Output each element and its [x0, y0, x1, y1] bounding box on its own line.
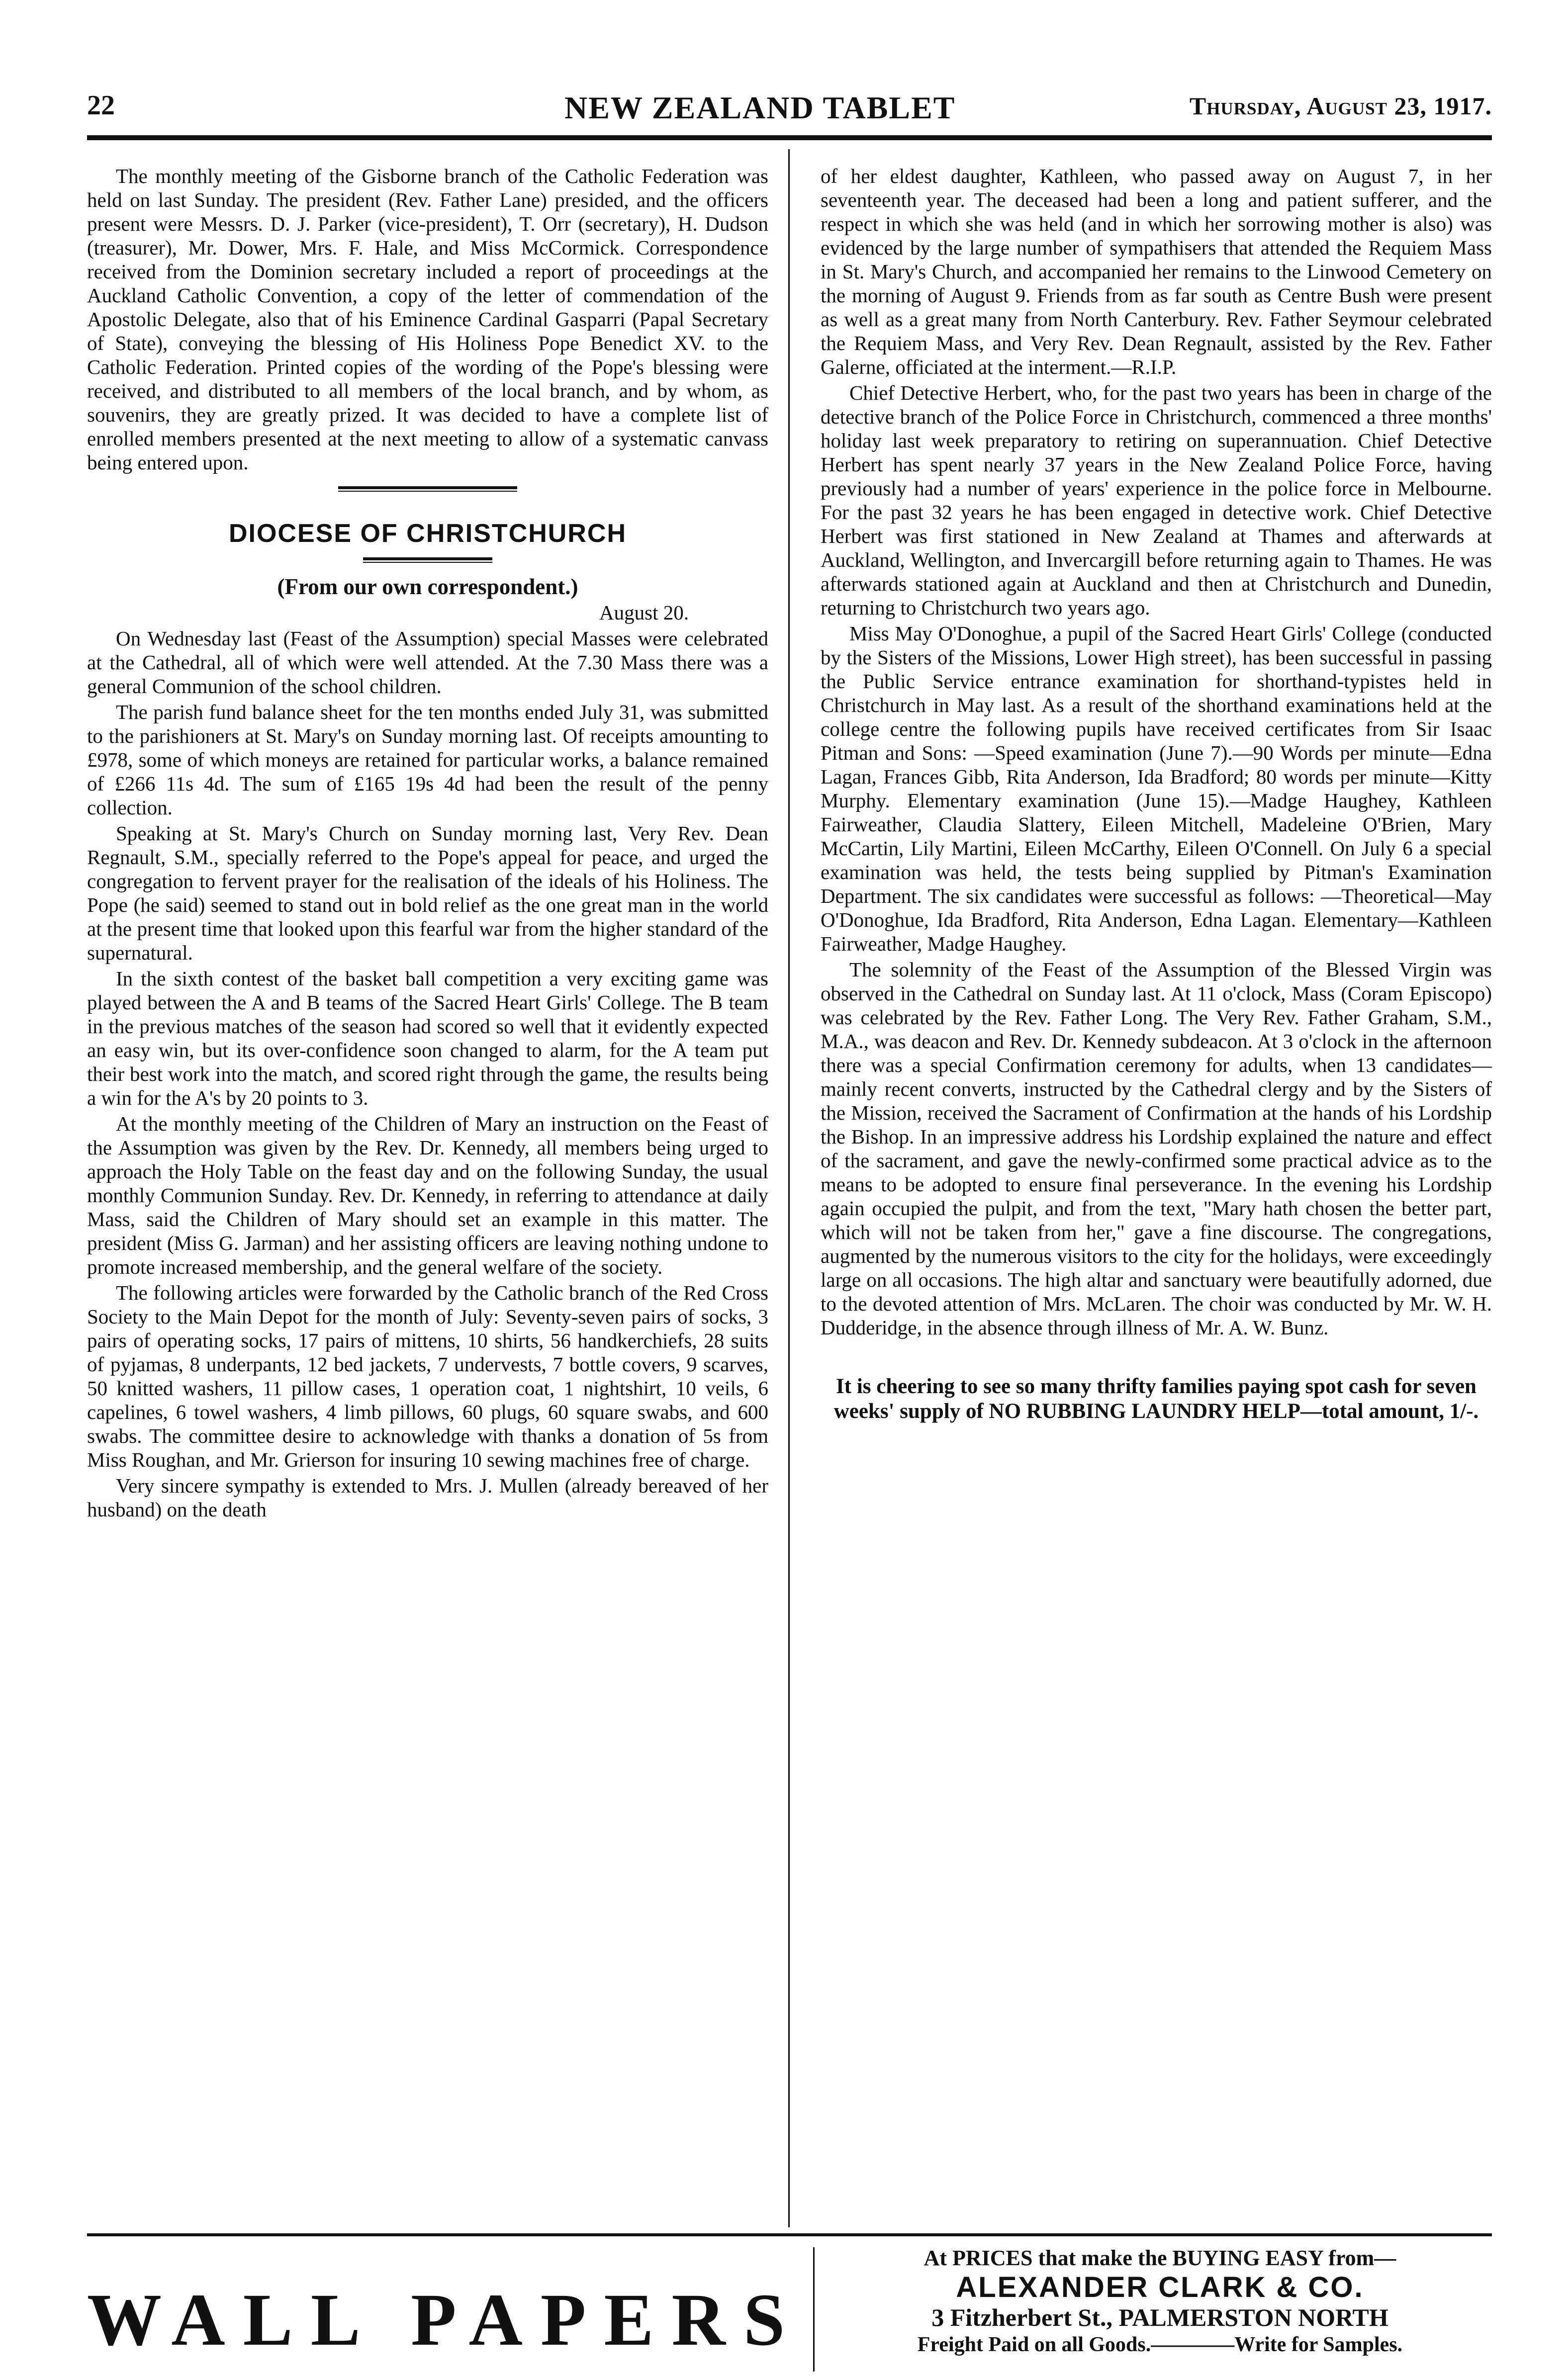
- issue-date: Thursday, August 23, 1917.: [1189, 92, 1492, 120]
- page-number: 22: [87, 90, 115, 121]
- laundry-advert: It is cheering to see so many thrifty families paying spot cash for seven weeks' supply of NO RUBBING LAUNDRY HELP—total amount, 1/-.: [833, 1375, 1479, 1423]
- right-column: [821, 164, 1492, 1424]
- article-paragraph: Speaking at St. Mary's Church on Sunday morning last, Very Rev. Dean Regnault, S.M., specially referred to the Pope's appeal for peace, and urged the congregation to fervent prayer for the realisation of the ideals of his Holiness. The Pope (he said) seemed to stand out in bold relief as the one great man in the world at the present time that looked upon this fearful war from the higher standard of the supernatural.: [87, 822, 768, 964]
- column-divider: [788, 149, 790, 2227]
- section-heading: DIOCESE OF CHRISTCHURCH: [228, 519, 627, 548]
- article-paragraph: The parish fund balance sheet for the ten months ended July 31, was submitted to the parishioners at St. Mary's on Sunday morning last. Of receipts amounting to £978, some of which moneys are retained for particular works, a balance remained of £266 11s 4d. The sum of £165 19s 4d had been the result of the penny collection.: [87, 701, 768, 819]
- header-rule: [87, 135, 1492, 140]
- correspondent-line: (From our own correspondent.): [277, 574, 578, 599]
- article-paragraph: In the sixth contest of the basket ball competition a very exciting game was played between the A and B teams of the Sacred Heart Girls' College. The B team in the previous matches of the season had scored so well that it evidently expected an easy win, but its over-confidence soon changed to alarm, for the A team put their best work into the match, and scored right through the game, the results being a win for the A's by 20 points to 3.: [87, 967, 768, 1109]
- article-paragraph: On Wednesday last (Feast of the Assumption) special Masses were celebrated at the Cathedral, all of which were well attended. At the 7.30 Mass there was a general Communion of the school children.: [87, 627, 768, 698]
- page-header: [87, 89, 1492, 134]
- footer-rule: [87, 2233, 1492, 2236]
- advert-line: Freight Paid on all Goods.————Write for Samples.: [917, 2333, 1403, 2356]
- article-paragraph: Chief Detective Herbert, who, for the past two years has been in charge of the detective branch of the Police Force in Christchurch, commenced a three months' holiday last week preparatory to retiring on superannuation. Chief Detective Herbert has spent nearly 37 years in the New Zealand Police Force, having previously had a number of years' experience in the police force in Melbourne. For the past 32 years he has been engaged in detective work. Chief Detective Herbert was first stationed in New Zealand at Thames and afterwards at Auckland, Wellington, and Invercargill before returning again to Thames. He was afterwards stationed again at Auckland and then at Christchurch and Dunedin, returning to Christchurch two years ago.: [821, 381, 1492, 619]
- publication-title: NEW ZEALAND TABLET: [564, 90, 956, 125]
- advert-details: [828, 2244, 1492, 2358]
- separator-rule: [338, 486, 517, 492]
- dateline: August 20.: [599, 601, 689, 624]
- article-gisborne: The monthly meeting of the Gisborne branch of the Catholic Federation was held on last Sunday. The president (Rev. Father Lane) presided, and the officers present were Messrs. D. J. Parker (vice-president), T. Orr (secretary), H. Dudson (treasurer), Mr. Dower, Mrs. F. Hale, and Miss McCormick. Correspondence received from the Dominion secretary included a report of proceedings at the Auckland Catholic Convention, a copy of the letter of commendation of the Apostolic Delegate, also that of his Eminence Cardinal Gasparri (Papal Secretary of State), conveying the blessing of His Holiness Pope Benedict XV. to the Catholic Federation. Printed copies of the wording of the Pope's blessing were received, and distributed to all members of the local branch, and by whom, as souvenirs, they are greatly prized. It was decided to have a complete list of enrolled members presented at the next meeting to allow of a systematic canvass being entered upon.: [87, 165, 768, 474]
- article-paragraph: The solemnity of the Feast of the Assumption of the Blessed Virgin was observed in the Cathedral on Sunday last. At 11 o'clock, Mass (Coram Episcopo) was celebrated by the Rev. Father Long. The Very Rev. Father Graham, S.M., M.A., was deacon and Rev. Dr. Kennedy subdeacon. At 3 o'clock in the afternoon there was a special Confirmation ceremony for adults, when 13 candidates—mainly recent converts, instructed by the Cathedral clergy and by the Sisters of the Mission, received the Sacrament of Confirmation at the hands of his Lordship the Bishop. In an impressive address his Lordship explained the nature and effect of the sacrament, and gave the newly-confirmed some practical advice as to the means to be adopted to ensure final perseverance. In the evening his Lordship again occupied the pulpit, and from the text, "Mary hath chosen the better part, which will not be taken from her," gave a fine discourse. The congregations, augmented by the numerous visitors to the city for the holidays, were exceedingly large on all occasions. The high altar and sanctuary were beautifully adorned, due to the devoted attention of Mrs. McLaren. The choir was conducted by Mr. W. H. Dudderidge, in the absence through illness of Mr. A. W. Bunz.: [821, 958, 1492, 1339]
- advert-headline: WALL PAPERS: [87, 2279, 803, 2361]
- article-paragraph: The following articles were forwarded by the Catholic branch of the Red Cross Society to the Main Depot for the month of July: Seventy-seven pairs of socks, 3 pairs of operating socks, 17 pairs of mittens, 10 shirts, 56 handkerchiefs, 28 suits of pyjamas, 8 underpants, 12 bed jackets, 7 undervests, 7 bottle covers, 9 scarves, 50 knitted washers, 11 pillow cases, 1 operation coat, 1 nightshirt, 10 veils, 6 capelines, 6 towel washers, 4 limb pillows, 60 plugs, 60 square swabs, and 600 swabs. The committee desire to acknowledge with thanks a donation of 5s from Miss Roughan, and Mr. Grierson for insuring 10 sewing machines free of charge.: [87, 1281, 768, 1471]
- article-paragraph: of her eldest daughter, Kathleen, who passed away on August 7, in her seventeenth year. The deceased had been a long and patient sufferer, and the respect in which she was held (and in which her sorrowing mother is also) was evidenced by the large number of sympathisers that attended the Requiem Mass in St. Mary's Church, and accompanied her remains to the Linwood Cemetery on the morning of August 9. Friends from as far south as Centre Bush were present as well as a great many from North Canterbury. Rev. Father Seymour celebrated the Requiem Mass, and Very Rev. Dean Regnault, assisted by the Rev. Father Galerne, officiated at the interment.—R.I.P.: [821, 165, 1492, 378]
- separator-rule: [363, 557, 492, 563]
- advert-company: ALEXANDER CLARK & CO.: [956, 2271, 1364, 2303]
- article-paragraph: At the monthly meeting of the Children of Mary an instruction on the Feast of the Assumption was given by the Rev. Dr. Kennedy, all members being urged to approach the Holy Table on the feast day and on the following Sunday, the usual monthly Communion Sunday. Rev. Dr. Kennedy, in referring to attendance at daily Mass, said the Children of Mary should set an example in this matter. The president (Miss G. Jarman) and her assisting officers are leaving nothing undone to promote increased membership, and the general welfare of the society.: [87, 1112, 768, 1278]
- wall-papers-advert: [87, 2242, 1492, 2372]
- advert-address: 3 Fitzherbert St., PALMERSTON NORTH: [931, 2303, 1388, 2331]
- left-column: [87, 164, 768, 1523]
- article-paragraph: Miss May O'Donoghue, a pupil of the Sacred Heart Girls' College (conducted by the Sisters of the Missions, Lower High street), has been successful in passing the Public Service entrance examination for shorthand-typistes held in Christchurch in May last. As a result of the shorthand examinations held at the college centre the following pupils have received certificates from Sir Isaac Pitman and Sons: —Speed examination (June 7).—90 Words per minute—Edna Lagan, Frances Gibb, Rita Anderson, Ida Bradford; 80 words per minute—Kitty Murphy. Elementary examination (June 15).—Madge Haughey, Kathleen Fairweather, Claudia Slattery, Eileen Mitchell, Madeleine O'Brien, Mary McCartin, Lily Martini, Eileen McCarthy, Eileen O'Connell. On July 6 a special examination was held, the tests being supplied by Pitman's Examination Department. The six candidates were successful as follows: —Theoretical—May O'Donoghue, Ida Bradford, Rita Anderson, Edna Lagan. Elementary—Kathleen Fairweather, Madge Haughey.: [821, 622, 1492, 955]
- advert-divider: [813, 2247, 815, 2372]
- article-paragraph: Very sincere sympathy is extended to Mrs. J. Mullen (already bereaved of her husband) on the death: [87, 1474, 768, 1521]
- advert-line: At PRICES that make the BUYING EASY from—: [923, 2246, 1396, 2270]
